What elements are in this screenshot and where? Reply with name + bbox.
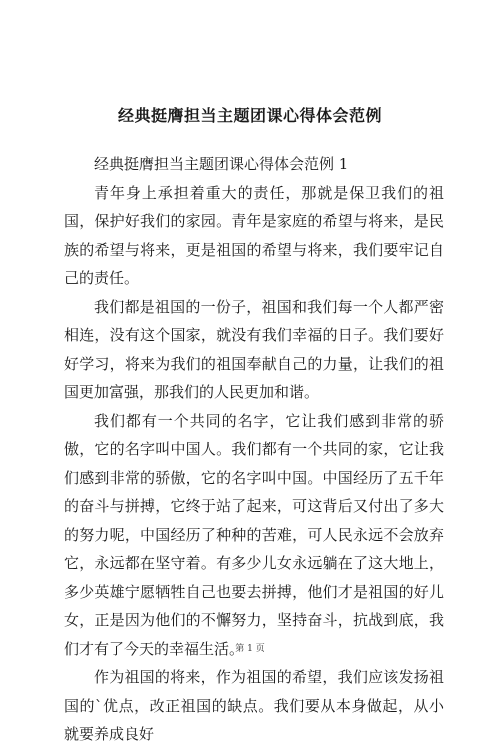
document-title: 经典挺膺担当主题团课心得体会范例: [117, 106, 382, 125]
document-subtitle: 经典挺膺担当主题团课心得体会范例 1: [94, 155, 349, 173]
paragraph-2: 我们都是祖国的一份子，祖国和我们每一个人都严密相连，没有这个国家，就没有我们幸福的日子。我们要好好学习，将来为我们的祖国奉献自己的力量，让我们的祖国更加富强，那我们的人民更加和谐。: [64, 297, 444, 401]
page-number: 第 1 页: [235, 644, 265, 654]
paragraph-4: 作为祖国的将来，作为祖国的希望，我们应该发扬祖国的`优点，改正祖国的缺点。我们要从本身做起，从小就要养成良好: [64, 668, 444, 743]
document-body: [64, 150, 444, 749]
paragraph-1: 青年身上承担着重大的责任，那就是保卫我们的祖国，保护好我们的家园。青年是家庭的希望与将来，是民族的希望与将来，更是祖国的希望与将来，我们要牢记自己的责任。: [64, 183, 444, 287]
paragraph-3: 我们都有一个共同的名字，它让我们感到非常的骄傲，它的名字叫中国人。我们都有一个共同的家，它让我们感到非常的骄傲，它的名字叫中国。中国经历了五千年的奋斗与拼搏，它终于站了起来，可这背后又付出了多大的努力呢，中国经历了种种的苦难，可人民永远不会放弃它，永远都在坚守着。有多少儿女永远躺在了这大地上，多少英雄宁愿牺牲自己也要去拼搏，他们才是祖国的好儿女，正是因为他们的不懈努力，坚持奋斗，抗战到底，我们才有了今天的幸福生活。: [64, 411, 444, 658]
